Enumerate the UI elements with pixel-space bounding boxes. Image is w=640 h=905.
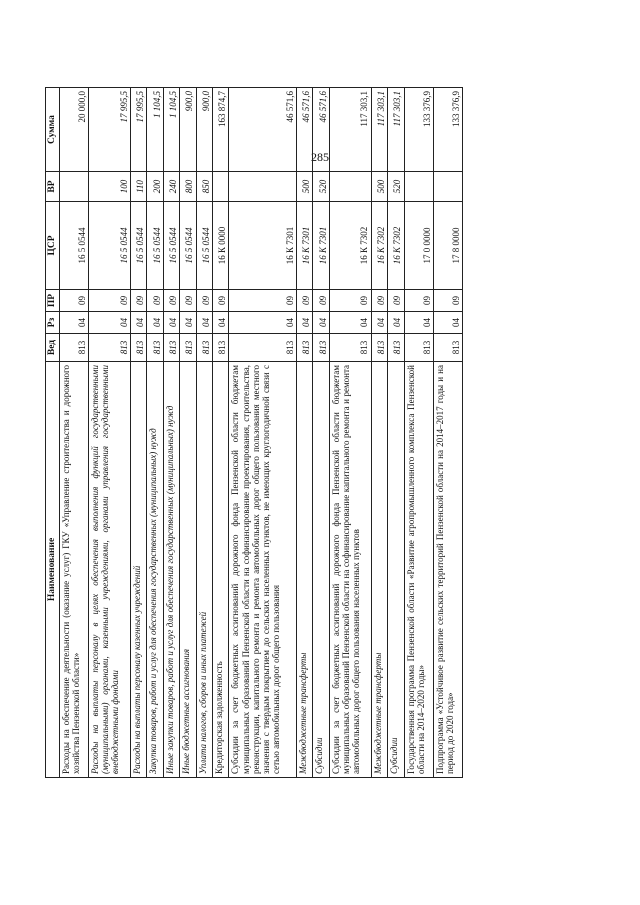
cell-name: Субсидии за счет бюджетных ассигнований дорожного фонда Пензенской области бюджетам муниципальных образований Пензенской области на софинансирование капитального ремонта и ремонта автомобильных дорог общего пользования населенных пунктов: [329, 362, 371, 778]
cell-sum: 17 995,5: [88, 88, 130, 172]
cell-csr: 16 К 7302: [371, 202, 387, 290]
table-row: [371, 88, 387, 778]
cell-rz: 04: [147, 312, 163, 334]
cell-rz: 04: [59, 312, 88, 334]
cell-vr: [433, 172, 462, 202]
cell-csr: 16 К 7301: [296, 202, 312, 290]
cell-vr: 100: [88, 172, 130, 202]
cell-csr: 16 5 0544: [88, 202, 130, 290]
cell-pr: 09: [313, 290, 329, 312]
cell-pr: 09: [180, 290, 196, 312]
header-sum: Сумма: [46, 88, 60, 172]
cell-vr: 200: [147, 172, 163, 202]
cell-ved: 813: [313, 334, 329, 362]
header-csr: ЦСР: [46, 202, 60, 290]
header-pr: ПР: [46, 290, 60, 312]
cell-rz: 04: [229, 312, 296, 334]
budget-table: [45, 87, 463, 778]
cell-pr: 09: [404, 290, 433, 312]
table-row: [59, 88, 88, 778]
table-row: [147, 88, 163, 778]
cell-pr: 09: [147, 290, 163, 312]
cell-sum: 133 376,9: [404, 88, 433, 172]
cell-sum: 133 376,9: [433, 88, 462, 172]
table-row: [388, 88, 404, 778]
table-row: [180, 88, 196, 778]
cell-name: Иные бюджетные ассигнования: [180, 362, 196, 778]
table-row: [163, 88, 179, 778]
cell-sum: 1 104,5: [163, 88, 179, 172]
cell-name: Субсидии за счет бюджетных ассигнований дорожного фонда Пензенской области бюджетам муниципальных образований Пензенской области на софинансирование проектирования, строительства, реконструкции, капитального ремонта и ремонта автомобильных дорог общего пользования местного значения с твердым покрытием до сельских населенных пунктов, не имеющих круглогодичной связи с сетью автомобильных дорог общего пользования: [229, 362, 296, 778]
header-ved: Вед: [46, 334, 60, 362]
table-row: [313, 88, 329, 778]
header-vr: ВР: [46, 172, 60, 202]
cell-pr: 09: [59, 290, 88, 312]
table-row: [296, 88, 312, 778]
cell-sum: 1 104,5: [147, 88, 163, 172]
cell-ved: 813: [88, 334, 130, 362]
cell-name: Субсидии: [313, 362, 329, 778]
cell-pr: 09: [433, 290, 462, 312]
cell-csr: 16 5 0544: [130, 202, 146, 290]
cell-rz: 04: [329, 312, 371, 334]
cell-csr: 16 5 0544: [196, 202, 212, 290]
table-row: [229, 88, 296, 778]
cell-name: Иные закупки товаров, работ и услуг для обеспечения государственных (муниципальных) нужд: [163, 362, 179, 778]
cell-csr: 16 К 7302: [388, 202, 404, 290]
cell-csr: 16 5 0544: [180, 202, 196, 290]
cell-vr: 800: [180, 172, 196, 202]
cell-vr: 500: [371, 172, 387, 202]
cell-sum: 46 571,6: [229, 88, 296, 172]
cell-sum: 163 874,7: [213, 88, 229, 172]
table-row: [213, 88, 229, 778]
cell-rz: 04: [388, 312, 404, 334]
budget-table-container: [45, 88, 463, 778]
cell-pr: 09: [130, 290, 146, 312]
cell-rz: 04: [180, 312, 196, 334]
cell-csr: 16 5 0544: [147, 202, 163, 290]
cell-sum: 17 995,5: [130, 88, 146, 172]
cell-name: Субсидии: [388, 362, 404, 778]
cell-pr: 09: [371, 290, 387, 312]
cell-ved: 813: [371, 334, 387, 362]
table-header-row: [46, 88, 60, 778]
cell-rz: 04: [196, 312, 212, 334]
cell-rz: 04: [433, 312, 462, 334]
cell-pr: 09: [296, 290, 312, 312]
cell-vr: 500: [296, 172, 312, 202]
cell-ved: 813: [196, 334, 212, 362]
table-body: [59, 88, 462, 778]
cell-rz: 04: [163, 312, 179, 334]
cell-ved: 813: [147, 334, 163, 362]
header-rz: Рз: [46, 312, 60, 334]
cell-ved: 813: [130, 334, 146, 362]
cell-vr: 110: [130, 172, 146, 202]
table-row: [404, 88, 433, 778]
cell-pr: 09: [388, 290, 404, 312]
header-name: Наименование: [46, 362, 60, 778]
cell-vr: [329, 172, 371, 202]
cell-name: Подпрограмма «Устойчивое развитие сельских территорий Пензенской области на 2014–2017 годы и на период до 2020 года»: [433, 362, 462, 778]
table-row: [329, 88, 371, 778]
table-row: [88, 88, 130, 778]
cell-ved: 813: [388, 334, 404, 362]
cell-sum: 117 303,1: [371, 88, 387, 172]
cell-csr: 16 5 0544: [59, 202, 88, 290]
cell-sum: 900,0: [196, 88, 212, 172]
cell-sum: 46 571,6: [313, 88, 329, 172]
cell-pr: 09: [88, 290, 130, 312]
cell-csr: 16 К 0000: [213, 202, 229, 290]
cell-rz: 04: [313, 312, 329, 334]
table-row: [196, 88, 212, 778]
cell-name: Уплата налогов, сборов и иных платежей: [196, 362, 212, 778]
cell-ved: 813: [329, 334, 371, 362]
cell-ved: 813: [229, 334, 296, 362]
cell-ved: 813: [404, 334, 433, 362]
cell-ved: 813: [163, 334, 179, 362]
cell-csr: 17 8 0000: [433, 202, 462, 290]
cell-csr: 16 К 7302: [329, 202, 371, 290]
cell-rz: 04: [130, 312, 146, 334]
cell-pr: 09: [229, 290, 296, 312]
cell-name: Межбюджетные трансферты: [371, 362, 387, 778]
cell-sum: 20 000,0: [59, 88, 88, 172]
cell-csr: 17 0 0000: [404, 202, 433, 290]
cell-pr: 09: [196, 290, 212, 312]
cell-sum: 46 571,6: [296, 88, 312, 172]
cell-name: Государственная программа Пензенской области «Развитие агропромышленного комплекса Пензенской области на 2014–2020 годы»: [404, 362, 433, 778]
cell-pr: 09: [329, 290, 371, 312]
cell-vr: [229, 172, 296, 202]
cell-pr: 09: [163, 290, 179, 312]
cell-rz: 04: [213, 312, 229, 334]
cell-rz: 04: [404, 312, 433, 334]
cell-rz: 04: [296, 312, 312, 334]
page-number: 285: [311, 150, 329, 164]
cell-name: Расходы на обеспечение деятельности (оказание услуг) ГКУ «Управление строительства и дорожного хозяйства Пензенской области»: [59, 362, 88, 778]
cell-vr: 520: [313, 172, 329, 202]
table-row: [433, 88, 462, 778]
cell-ved: 813: [213, 334, 229, 362]
cell-ved: 813: [296, 334, 312, 362]
cell-name: Кредиторская задолженность: [213, 362, 229, 778]
cell-csr: 16 К 7301: [313, 202, 329, 290]
cell-rz: 04: [88, 312, 130, 334]
cell-sum: 117 303,1: [329, 88, 371, 172]
cell-vr: 240: [163, 172, 179, 202]
cell-name: Межбюджетные трансферты: [296, 362, 312, 778]
cell-sum: 117 303,1: [388, 88, 404, 172]
cell-sum: 900,0: [180, 88, 196, 172]
cell-ved: 813: [433, 334, 462, 362]
cell-pr: 09: [213, 290, 229, 312]
table-row: [130, 88, 146, 778]
cell-ved: 813: [59, 334, 88, 362]
cell-vr: 520: [388, 172, 404, 202]
cell-vr: [404, 172, 433, 202]
cell-rz: 04: [371, 312, 387, 334]
cell-name: Расходы на выплаты персоналу казенных учреждений: [130, 362, 146, 778]
cell-vr: [59, 172, 88, 202]
cell-csr: 16 5 0544: [163, 202, 179, 290]
cell-name: Расходы на выплаты персоналу в целях обеспечения выполнения функций государственными (муниципальными) органами, казенными учреждениями, органами управления государственными внебюджетными фондами: [88, 362, 130, 778]
cell-ved: 813: [180, 334, 196, 362]
cell-vr: 850: [196, 172, 212, 202]
cell-vr: [213, 172, 229, 202]
cell-csr: 16 К 7301: [229, 202, 296, 290]
cell-name: Закупка товаров, работ и услуг для обеспечения государственных (муниципальных) нужд: [147, 362, 163, 778]
